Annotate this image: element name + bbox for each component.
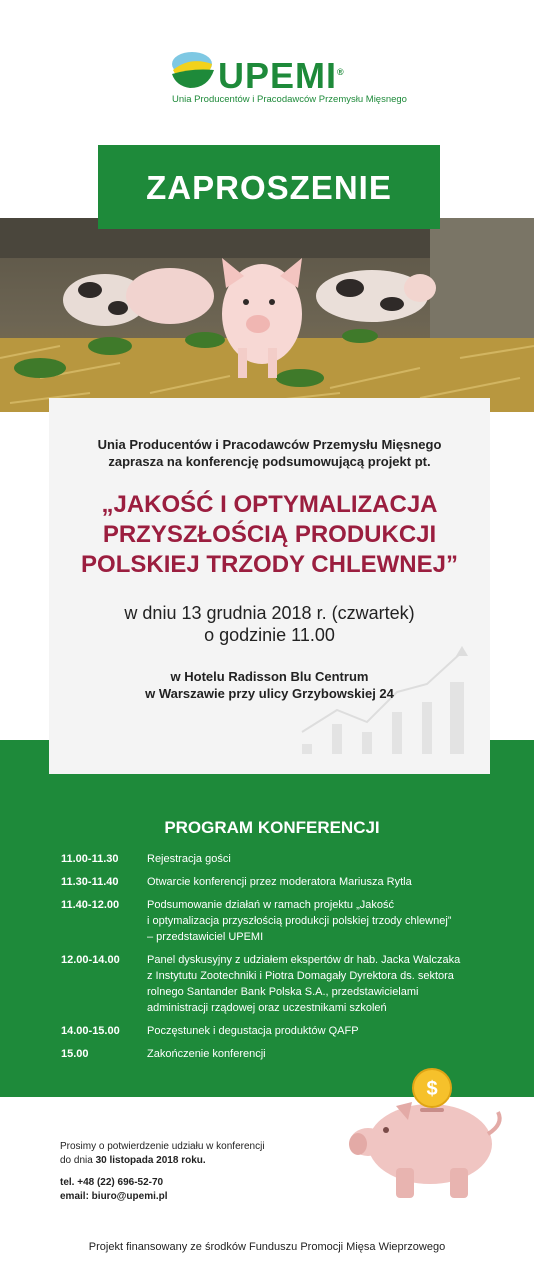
upemi-logo: [0, 48, 534, 110]
coin-symbol: $: [426, 1078, 438, 1100]
program-desc: Rejestracja gości: [147, 853, 231, 865]
logo-wordmark: UPEMI®: [218, 55, 345, 96]
program-title: PROGRAM KONFERENCJI: [164, 818, 380, 837]
program-desc: Poczęstunek i degustacja produktów QAFP: [147, 1025, 359, 1037]
intro-line: Unia Producentów i Pracodawców Przemysłu Mięsnego: [97, 437, 442, 452]
title-line: POLSKIEJ TRZODY CHLEWNEJ”: [81, 551, 458, 578]
conference-title: [49, 490, 490, 580]
rsvp-deadline-date: 30 listopada 2018 roku.: [95, 1155, 206, 1166]
rsvp-line: Prosimy o potwierdzenie udziału w konferencji: [60, 1141, 265, 1152]
program-item: [61, 874, 481, 890]
program-desc: Panel dyskusyjny z udziałem ekspertów dr hab. Jacka Walczaka z Instytutu Zootechniki i Piotra Domagały Dyrektora ds. sektora rolnego Santander Bank Polska S.A., przedstawicielami administracji rządowej oraz uczestnikami szkoleń: [147, 954, 461, 1014]
date-line: w dniu 13 grudnia 2018 r. (czwartek): [124, 603, 415, 623]
logo-subtitle: Unia Producentów i Pracodawców Przemysłu Mięsnego: [172, 94, 407, 105]
program-item: [61, 952, 481, 1016]
program-item: [61, 897, 481, 945]
registered-mark: ®: [337, 67, 345, 77]
program-time: 11.00-11.30: [61, 853, 119, 865]
piggy-bank-icon: [338, 1068, 508, 1208]
contact-info: [60, 1176, 168, 1204]
funding-footer: Projekt finansowany ze środków Funduszu Promocji Mięsa Wieprzowego: [88, 1241, 446, 1253]
contact-email[interactable]: email: biuro@upemi.pl: [60, 1191, 168, 1202]
program-item: [61, 1023, 481, 1039]
program-item: [61, 1046, 481, 1062]
contact-phone: tel. +48 (22) 696-52-70: [60, 1177, 164, 1188]
invitation-intro: [49, 436, 490, 470]
program-time: 15.00: [61, 1048, 89, 1060]
conference-venue: [49, 668, 490, 702]
intro-line: zaprasza na konferencję podsumowującą projekt pt.: [108, 454, 431, 469]
time-line: o godzinie 11.00: [204, 625, 335, 645]
title-line: PRZYSZŁOŚCIĄ PRODUKCJI: [102, 521, 437, 548]
invitation-banner: ZAPROSZENIE: [98, 145, 440, 229]
rsvp-deadline: do dnia 30 listopada 2018 roku.: [60, 1155, 206, 1166]
piglets-photo: [0, 218, 534, 412]
program-time: 11.30-11.40: [61, 876, 119, 888]
title-line: „JAKOŚĆ I OPTYMALIZACJA: [101, 491, 438, 518]
program-list: [61, 851, 481, 1069]
venue-line: w Warszawie przy ulicy Grzybowskiej 24: [145, 686, 394, 701]
rsvp-note: [60, 1140, 265, 1168]
program-item: [61, 851, 481, 867]
program-time: 11.40-12.00: [61, 899, 120, 911]
program-time: 12.00-14.00: [61, 954, 120, 966]
program-desc: Otwarcie konferencji przez moderatora Mariusza Rytla: [147, 876, 412, 888]
invitation-card: [49, 398, 490, 774]
venue-line: w Hotelu Radisson Blu Centrum: [170, 669, 369, 684]
program-desc: Zakończenie konferencji: [147, 1048, 266, 1060]
upemi-leaf-icon: [170, 50, 216, 90]
program-time: 14.00-15.00: [61, 1025, 120, 1037]
conference-date: [49, 602, 490, 646]
program-desc: Podsumowanie działań w ramach projektu „Jakość i optymalizacja przyszłością produkcji polskiej trzody chlewnej” – przedstawiciel UPEMI: [147, 899, 452, 943]
